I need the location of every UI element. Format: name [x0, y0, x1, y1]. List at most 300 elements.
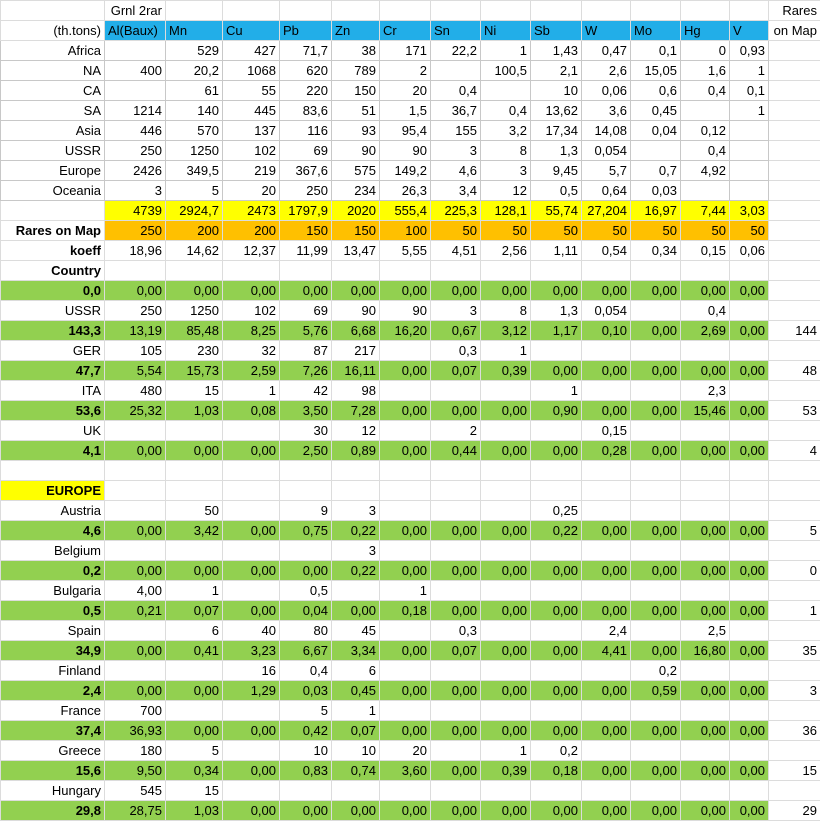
region-value[interactable]: 15,05: [631, 61, 681, 81]
country-calc-value[interactable]: 0,00: [730, 441, 769, 461]
country-calc-value[interactable]: 0,00: [166, 721, 223, 741]
region-value[interactable]: 0,1: [730, 81, 769, 101]
region-value[interactable]: 1,3: [531, 141, 582, 161]
country-calc-value[interactable]: 9,50: [105, 761, 166, 781]
koeff-value[interactable]: 12,37: [223, 241, 280, 261]
rares-on-map-value[interactable]: 50: [531, 221, 582, 241]
blank-cell[interactable]: [769, 181, 820, 201]
total-value[interactable]: 7,44: [681, 201, 730, 221]
country-calc-value[interactable]: 0,00: [105, 681, 166, 701]
blank-cell[interactable]: [582, 1, 631, 21]
country-raw-value[interactable]: [380, 421, 431, 441]
country-raw-value[interactable]: [730, 421, 769, 441]
region-value[interactable]: 219: [223, 161, 280, 181]
country-calc-value[interactable]: 0,07: [166, 601, 223, 621]
region-value[interactable]: 250: [280, 181, 332, 201]
region-value[interactable]: 234: [332, 181, 380, 201]
country-raw-value[interactable]: 1: [332, 701, 380, 721]
country-calc-value[interactable]: 0,00: [582, 401, 631, 421]
blank-cell[interactable]: [769, 421, 820, 441]
region-value[interactable]: 349,5: [166, 161, 223, 181]
country-calc-value[interactable]: 3,23: [223, 641, 280, 661]
country-raw-value[interactable]: 0,15: [582, 421, 631, 441]
blank-cell[interactable]: [730, 461, 769, 481]
rares-on-map-value[interactable]: 100: [380, 221, 431, 241]
country-calc-value[interactable]: 0,00: [531, 281, 582, 301]
country-raw-value[interactable]: 16: [223, 661, 280, 681]
region-value[interactable]: 427: [223, 41, 280, 61]
blank-cell[interactable]: [582, 461, 631, 481]
country-raw-value[interactable]: [481, 701, 531, 721]
region-value[interactable]: 0,03: [631, 181, 681, 201]
region-value[interactable]: [730, 121, 769, 141]
total-value[interactable]: 2924,7: [166, 201, 223, 221]
country-calc-value[interactable]: 36,93: [105, 721, 166, 741]
country-calc-value[interactable]: 0,00: [531, 801, 582, 821]
country-sum[interactable]: 37,4: [1, 721, 105, 741]
region-value[interactable]: 4,92: [681, 161, 730, 181]
country-calc-value[interactable]: 2,59: [223, 361, 280, 381]
region-value[interactable]: 20: [223, 181, 280, 201]
region-value[interactable]: 14,08: [582, 121, 631, 141]
country-calc-value[interactable]: 5,54: [105, 361, 166, 381]
blank-cell[interactable]: [166, 481, 223, 501]
country-raw-value[interactable]: [380, 341, 431, 361]
country-calc-value[interactable]: 0,00: [730, 641, 769, 661]
country-raw-value[interactable]: [730, 381, 769, 401]
country-calc-value[interactable]: 0,00: [105, 561, 166, 581]
country-calc-value[interactable]: 0,00: [582, 281, 631, 301]
blank-cell[interactable]: [769, 161, 820, 181]
country-heading[interactable]: Country: [1, 261, 105, 281]
country-raw-value[interactable]: [730, 701, 769, 721]
region-value[interactable]: 61: [166, 81, 223, 101]
total-value[interactable]: 16,97: [631, 201, 681, 221]
country-raw-value[interactable]: 80: [280, 621, 332, 641]
country-raw-value[interactable]: 0,2: [631, 661, 681, 681]
country-raw-value[interactable]: 69: [280, 301, 332, 321]
country-raw-value[interactable]: [631, 421, 681, 441]
region-value[interactable]: 36,7: [431, 101, 481, 121]
country-calc-value[interactable]: 0,59: [631, 681, 681, 701]
country-calc-value[interactable]: 0,00: [681, 721, 730, 741]
country-raw-value[interactable]: [481, 661, 531, 681]
country-calc-value[interactable]: 0,00: [582, 561, 631, 581]
country-raw-value[interactable]: [681, 781, 730, 801]
blank-cell[interactable]: [769, 101, 820, 121]
country-raw-value[interactable]: [105, 421, 166, 441]
country-raw-value[interactable]: [431, 701, 481, 721]
country-calc-value[interactable]: 0,00: [223, 561, 280, 581]
country-calc-value[interactable]: 0,00: [380, 361, 431, 381]
country-calc-value[interactable]: 0,00: [631, 561, 681, 581]
country-raw-value[interactable]: [681, 701, 730, 721]
country-calc-value[interactable]: 8,25: [223, 321, 280, 341]
country-raw-value[interactable]: [730, 541, 769, 561]
country-calc-value[interactable]: 0,67: [431, 321, 481, 341]
country-raw-value[interactable]: [631, 541, 681, 561]
country-calc-value[interactable]: 0,00: [481, 281, 531, 301]
country-calc-value[interactable]: 0,00: [481, 601, 531, 621]
country-calc-value[interactable]: 0,41: [166, 641, 223, 661]
country-raw-value[interactable]: [582, 701, 631, 721]
region-value[interactable]: 0,64: [582, 181, 631, 201]
total-value[interactable]: 1797,9: [280, 201, 332, 221]
country-raw-value[interactable]: 102: [223, 301, 280, 321]
region-value[interactable]: 3,4: [431, 181, 481, 201]
blank-cell[interactable]: [769, 481, 820, 501]
country-calc-value[interactable]: 0,00: [730, 601, 769, 621]
country-rares[interactable]: 3: [769, 681, 820, 701]
blank-cell[interactable]: [531, 261, 582, 281]
country-raw-value[interactable]: 42: [280, 381, 332, 401]
country-raw-value[interactable]: 45: [332, 621, 380, 641]
country-calc-value[interactable]: 1,03: [166, 401, 223, 421]
blank-cell[interactable]: [105, 481, 166, 501]
region-value[interactable]: 789: [332, 61, 380, 81]
country-calc-value[interactable]: 13,19: [105, 321, 166, 341]
country-calc-value[interactable]: 28,75: [105, 801, 166, 821]
country-sum[interactable]: 4,6: [1, 521, 105, 541]
country-calc-value[interactable]: 0,00: [730, 401, 769, 421]
country-raw-value[interactable]: [481, 781, 531, 801]
koeff-value[interactable]: 0,54: [582, 241, 631, 261]
country-calc-value[interactable]: 0,00: [681, 601, 730, 621]
country-sum[interactable]: 47,7: [1, 361, 105, 381]
blank-cell[interactable]: [681, 481, 730, 501]
country-raw-value[interactable]: 2,3: [681, 381, 730, 401]
country-calc-value[interactable]: 0,00: [531, 441, 582, 461]
country-rares[interactable]: 0: [769, 561, 820, 581]
country-raw-value[interactable]: 480: [105, 381, 166, 401]
region-value[interactable]: 20: [380, 81, 431, 101]
country-calc-value[interactable]: 0,00: [166, 561, 223, 581]
blank-cell[interactable]: [332, 1, 380, 21]
region-value[interactable]: 83,6: [280, 101, 332, 121]
country-raw-value[interactable]: [481, 581, 531, 601]
country-raw-value[interactable]: [223, 541, 280, 561]
country-calc-value[interactable]: 0,10: [582, 321, 631, 341]
country-raw-value[interactable]: 1,3: [531, 301, 582, 321]
region-value[interactable]: 0,04: [631, 121, 681, 141]
country-raw-value[interactable]: 105: [105, 341, 166, 361]
country-sum[interactable]: 0,0: [1, 281, 105, 301]
country-raw-value[interactable]: 5: [166, 741, 223, 761]
blank-cell[interactable]: [681, 461, 730, 481]
country-calc-value[interactable]: 4,41: [582, 641, 631, 661]
country-raw-value[interactable]: 32: [223, 341, 280, 361]
koeff-value[interactable]: 0,06: [730, 241, 769, 261]
country-calc-value[interactable]: 0,44: [431, 441, 481, 461]
country-calc-value[interactable]: 0,00: [681, 561, 730, 581]
koeff-value[interactable]: 4,51: [431, 241, 481, 261]
country-calc-value[interactable]: 15,46: [681, 401, 730, 421]
region-value[interactable]: [730, 181, 769, 201]
blank-cell[interactable]: [769, 121, 820, 141]
blank-cell[interactable]: [481, 261, 531, 281]
country-raw-value[interactable]: [380, 621, 431, 641]
country-calc-value[interactable]: 0,00: [166, 681, 223, 701]
region-value[interactable]: 140: [166, 101, 223, 121]
element-header[interactable]: Al(Baux): [105, 21, 166, 41]
rares-on-map-value[interactable]: 150: [280, 221, 332, 241]
country-calc-value[interactable]: 0,03: [280, 681, 332, 701]
rares-on-map-value[interactable]: 200: [223, 221, 280, 241]
region-value[interactable]: 1068: [223, 61, 280, 81]
country-rares[interactable]: 48: [769, 361, 820, 381]
country-calc-value[interactable]: 3,50: [280, 401, 332, 421]
element-header[interactable]: Mn: [166, 21, 223, 41]
country-calc-value[interactable]: 0,00: [681, 681, 730, 701]
region-value[interactable]: 1,43: [531, 41, 582, 61]
country-raw-value[interactable]: 1: [481, 741, 531, 761]
country-raw-value[interactable]: [223, 501, 280, 521]
country-raw-value[interactable]: [582, 501, 631, 521]
element-header[interactable]: Hg: [681, 21, 730, 41]
region-value[interactable]: 2: [380, 61, 431, 81]
region-value[interactable]: 0,054: [582, 141, 631, 161]
country-raw-value[interactable]: [223, 421, 280, 441]
country-label[interactable]: GER: [1, 341, 105, 361]
country-calc-value[interactable]: 0,39: [481, 361, 531, 381]
region-value[interactable]: 150: [332, 81, 380, 101]
country-raw-value[interactable]: [481, 621, 531, 641]
country-calc-value[interactable]: 15,73: [166, 361, 223, 381]
country-raw-value[interactable]: [431, 381, 481, 401]
country-label[interactable]: ITA: [1, 381, 105, 401]
blank-cell[interactable]: [769, 541, 820, 561]
country-raw-value[interactable]: [105, 661, 166, 681]
region-value[interactable]: [681, 101, 730, 121]
country-raw-value[interactable]: [531, 341, 582, 361]
country-calc-value[interactable]: 0,00: [380, 281, 431, 301]
element-header[interactable]: Sb: [531, 21, 582, 41]
rares-header-label[interactable]: on Map: [769, 21, 820, 41]
country-calc-value[interactable]: 0,00: [431, 721, 481, 741]
region-value[interactable]: 445: [223, 101, 280, 121]
country-calc-value[interactable]: 0,00: [380, 681, 431, 701]
country-raw-value[interactable]: 6: [332, 661, 380, 681]
country-calc-value[interactable]: 0,00: [582, 801, 631, 821]
country-calc-value[interactable]: 0,00: [332, 601, 380, 621]
blank-cell[interactable]: [380, 261, 431, 281]
country-raw-value[interactable]: [730, 661, 769, 681]
country-raw-value[interactable]: 250: [105, 301, 166, 321]
header-group-label[interactable]: Grnl 2rar: [105, 1, 166, 21]
country-calc-value[interactable]: 0,22: [531, 521, 582, 541]
country-calc-value[interactable]: 0,00: [531, 561, 582, 581]
region-value[interactable]: 0,1: [631, 41, 681, 61]
blank-cell[interactable]: [769, 81, 820, 101]
country-calc-value[interactable]: 3,34: [332, 641, 380, 661]
country-calc-value[interactable]: 0,00: [730, 761, 769, 781]
country-raw-value[interactable]: [332, 781, 380, 801]
country-calc-value[interactable]: 0,00: [166, 441, 223, 461]
blank-cell[interactable]: [769, 201, 820, 221]
country-calc-value[interactable]: 0,00: [431, 681, 481, 701]
country-raw-value[interactable]: [380, 381, 431, 401]
region-value[interactable]: [631, 141, 681, 161]
country-raw-value[interactable]: 8: [481, 301, 531, 321]
country-calc-value[interactable]: 0,00: [332, 281, 380, 301]
country-raw-value[interactable]: [681, 741, 730, 761]
element-header[interactable]: Cr: [380, 21, 431, 41]
blank-cell[interactable]: [280, 461, 332, 481]
country-raw-value[interactable]: [631, 581, 681, 601]
blank-cell[interactable]: [631, 481, 681, 501]
blank-cell[interactable]: [582, 261, 631, 281]
country-calc-value[interactable]: 0,00: [631, 441, 681, 461]
country-sum[interactable]: 0,5: [1, 601, 105, 621]
region-label[interactable]: Oceania: [1, 181, 105, 201]
country-raw-value[interactable]: 1: [531, 381, 582, 401]
country-raw-value[interactable]: [582, 381, 631, 401]
blank-cell[interactable]: [769, 701, 820, 721]
total-value[interactable]: 555,4: [380, 201, 431, 221]
country-raw-value[interactable]: 10: [332, 741, 380, 761]
country-calc-value[interactable]: 0,00: [531, 681, 582, 701]
europe-heading[interactable]: EUROPE: [1, 481, 105, 501]
country-calc-value[interactable]: 0,00: [531, 601, 582, 621]
country-calc-value[interactable]: 0,00: [431, 601, 481, 621]
country-calc-value[interactable]: 0,22: [332, 521, 380, 541]
element-header[interactable]: Zn: [332, 21, 380, 41]
country-raw-value[interactable]: 6: [166, 621, 223, 641]
rares-on-map-value[interactable]: 50: [582, 221, 631, 241]
country-raw-value[interactable]: 90: [380, 301, 431, 321]
blank-cell[interactable]: [280, 1, 332, 21]
country-raw-value[interactable]: 1: [481, 341, 531, 361]
country-calc-value[interactable]: 0,00: [166, 281, 223, 301]
country-calc-value[interactable]: 0,42: [280, 721, 332, 741]
country-calc-value[interactable]: 0,08: [223, 401, 280, 421]
country-raw-value[interactable]: 87: [280, 341, 332, 361]
blank-cell[interactable]: [105, 261, 166, 281]
country-calc-value[interactable]: 0,00: [481, 641, 531, 661]
country-calc-value[interactable]: 0,00: [105, 641, 166, 661]
region-value[interactable]: 12: [481, 181, 531, 201]
country-calc-value[interactable]: 0,00: [223, 801, 280, 821]
blank-cell[interactable]: [223, 461, 280, 481]
country-raw-value[interactable]: [332, 581, 380, 601]
blank-cell[interactable]: [332, 261, 380, 281]
country-sum[interactable]: 34,9: [1, 641, 105, 661]
country-raw-value[interactable]: [531, 701, 582, 721]
koeff-value[interactable]: 0,15: [681, 241, 730, 261]
country-calc-value[interactable]: 0,00: [681, 761, 730, 781]
region-value[interactable]: 2,1: [531, 61, 582, 81]
blank-cell[interactable]: [431, 481, 481, 501]
region-value[interactable]: 100,5: [481, 61, 531, 81]
country-raw-value[interactable]: [681, 661, 730, 681]
koeff-value[interactable]: 1,11: [531, 241, 582, 261]
rares-on-map-value[interactable]: 200: [166, 221, 223, 241]
country-calc-value[interactable]: 0,39: [481, 761, 531, 781]
country-raw-value[interactable]: [166, 421, 223, 441]
country-raw-value[interactable]: [681, 341, 730, 361]
country-raw-value[interactable]: [380, 541, 431, 561]
blank-cell[interactable]: [769, 301, 820, 321]
element-header[interactable]: Pb: [280, 21, 332, 41]
blank-cell[interactable]: [223, 481, 280, 501]
country-raw-value[interactable]: [481, 501, 531, 521]
country-calc-value[interactable]: 85,48: [166, 321, 223, 341]
country-calc-value[interactable]: 0,00: [223, 721, 280, 741]
country-calc-value[interactable]: 0,00: [730, 321, 769, 341]
country-raw-value[interactable]: [631, 621, 681, 641]
element-header[interactable]: Sn: [431, 21, 481, 41]
blank-cell[interactable]: [769, 741, 820, 761]
country-raw-value[interactable]: [681, 541, 730, 561]
region-label[interactable]: USSR: [1, 141, 105, 161]
region-value[interactable]: 0,5: [531, 181, 582, 201]
country-calc-value[interactable]: 16,11: [332, 361, 380, 381]
blank-cell[interactable]: [769, 221, 820, 241]
country-calc-value[interactable]: 0,00: [431, 281, 481, 301]
country-raw-value[interactable]: 3: [332, 541, 380, 561]
country-raw-value[interactable]: [280, 541, 332, 561]
country-label[interactable]: Greece: [1, 741, 105, 761]
country-calc-value[interactable]: 0,00: [431, 801, 481, 821]
country-calc-value[interactable]: 0,00: [481, 801, 531, 821]
country-calc-value[interactable]: 0,00: [531, 641, 582, 661]
country-raw-value[interactable]: [631, 741, 681, 761]
blank-cell[interactable]: [431, 461, 481, 481]
country-calc-value[interactable]: 3,42: [166, 521, 223, 541]
region-value[interactable]: 0,06: [582, 81, 631, 101]
country-raw-value[interactable]: 2: [431, 421, 481, 441]
country-sum[interactable]: 15,6: [1, 761, 105, 781]
region-value[interactable]: 0,45: [631, 101, 681, 121]
region-value[interactable]: 3,6: [582, 101, 631, 121]
country-calc-value[interactable]: 0,07: [431, 361, 481, 381]
region-value[interactable]: 1,5: [380, 101, 431, 121]
region-value[interactable]: 446: [105, 121, 166, 141]
blank-cell[interactable]: [769, 581, 820, 601]
country-sum[interactable]: 2,4: [1, 681, 105, 701]
country-calc-value[interactable]: 0,18: [380, 601, 431, 621]
country-calc-value[interactable]: 0,89: [332, 441, 380, 461]
country-calc-value[interactable]: 0,21: [105, 601, 166, 621]
country-calc-value[interactable]: 0,00: [631, 761, 681, 781]
total-value[interactable]: 2473: [223, 201, 280, 221]
country-calc-value[interactable]: 0,00: [681, 361, 730, 381]
country-calc-value[interactable]: 0,00: [681, 441, 730, 461]
country-calc-value[interactable]: 0,00: [631, 281, 681, 301]
country-raw-value[interactable]: 10: [280, 741, 332, 761]
rares-on-map-value[interactable]: 50: [631, 221, 681, 241]
blank-cell[interactable]: [481, 481, 531, 501]
country-calc-value[interactable]: 3,60: [380, 761, 431, 781]
country-calc-value[interactable]: 0,00: [582, 361, 631, 381]
country-calc-value[interactable]: 0,75: [280, 521, 332, 541]
country-raw-value[interactable]: [481, 541, 531, 561]
country-raw-value[interactable]: 2,4: [582, 621, 631, 641]
country-calc-value[interactable]: 0,00: [380, 441, 431, 461]
region-value[interactable]: 5: [166, 181, 223, 201]
country-raw-value[interactable]: [166, 541, 223, 561]
country-calc-value[interactable]: 0,00: [681, 801, 730, 821]
blank-cell[interactable]: [730, 481, 769, 501]
region-value[interactable]: [481, 81, 531, 101]
country-raw-value[interactable]: [730, 781, 769, 801]
country-raw-value[interactable]: [380, 501, 431, 521]
country-raw-value[interactable]: 40: [223, 621, 280, 641]
blank-cell[interactable]: [431, 261, 481, 281]
region-value[interactable]: 367,6: [280, 161, 332, 181]
country-calc-value[interactable]: 5,76: [280, 321, 332, 341]
koeff-label[interactable]: koeff: [1, 241, 105, 261]
